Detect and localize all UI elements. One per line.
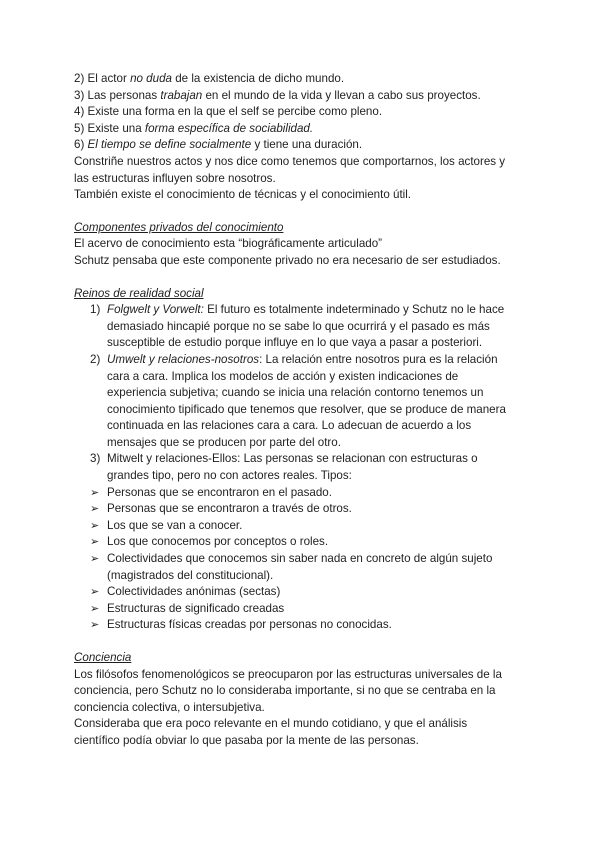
- item-line: conocimiento tipificado que tenemos que resolver, que se produce de manera: [107, 402, 506, 416]
- paragraph-line: Schutz pensaba que este componente privado no era necesario de ser estudiados.: [74, 253, 501, 267]
- intro-item-2: [74, 71, 534, 88]
- emphasis: Folgwelt y Vorwelt:: [107, 303, 204, 317]
- paragraph-line: Constriñe nuestros actos y nos dice como tenemos que comportarnos, los actores y: [74, 154, 506, 168]
- paragraph-line: Los filósofos fenomenológicos se preocuparon por las estructuras universales de la: [74, 667, 502, 681]
- bullet-text: (magistrados del constitucional).: [107, 568, 274, 582]
- emphasis: no duda: [130, 72, 172, 85]
- item-line: demasiado hincapié porque no se sabe lo que ocurrirá y el pasado es más: [107, 319, 490, 333]
- text-run: de la existencia de dicho mundo.: [171, 72, 345, 85]
- emphasis: El tiempo se define socialmente: [87, 138, 252, 152]
- paragraph-line: El acervo de conocimiento esta “biográficamente articulado”: [74, 237, 383, 251]
- section-heading-privados: Componentes privados del conocimiento: [74, 220, 284, 234]
- emphasis: trabajan: [160, 88, 203, 102]
- bullet-item: [74, 617, 534, 634]
- bullet-text: Los que conocemos por conceptos o roles.: [107, 535, 329, 549]
- text-run: en el mundo de la vida y llevan a cabo sus proyectos.: [202, 88, 481, 102]
- arrow-bullet-icon: ➢: [90, 536, 100, 549]
- item-line: susceptible de estudio porque influye en lo que vaya a pasar a posteriori.: [107, 336, 483, 350]
- item-number: 3): [90, 452, 101, 466]
- bullet-text: Colectividades anónimas (sectas): [107, 585, 281, 599]
- paragraph-line: Consideraba que era poco relevante en el mundo cotidiano, y que el análisis: [74, 717, 468, 731]
- text-run: : La relación entre nosotros pura es la relación: [259, 352, 498, 366]
- emphasis: forma específica de sociabilidad.: [144, 121, 314, 135]
- item-line: Mitwelt y relaciones-Ellos: Las personas se relacionan con estructuras o: [107, 452, 478, 466]
- item-line: mensajes que se producen por parte del otro.: [107, 435, 341, 449]
- paragraph-line: las estructuras influyen sobre nosotros.: [74, 171, 276, 185]
- item-line: [107, 352, 534, 369]
- arrow-bullet-icon: ➢: [90, 586, 100, 599]
- arrow-bullet-icon: ➢: [90, 553, 100, 566]
- item-line: [107, 302, 534, 319]
- text-run: 6): [74, 138, 88, 152]
- text-run: 2) El actor: [74, 72, 131, 85]
- item-line: cara a cara. Implica los modelos de acción y existen indicaciones de: [107, 369, 459, 383]
- intro-item-4: 4) Existe una forma en la que el self se percibe como pleno.: [74, 105, 383, 119]
- spacer: [74, 270, 534, 286]
- item-line: experiencia subjetiva; cuando se inicia una relación contorno tenemos un: [107, 386, 484, 400]
- bullet-text: Estructuras de significado creadas: [107, 601, 285, 615]
- item-line: grandes tipo, pero no con actores reales. Tipos:: [107, 469, 352, 483]
- bullet-text: Personas que se encontraron en el pasado.: [107, 485, 332, 499]
- bullet-text: Colectividades que conocemos sin saber nada en concreto de algún sujeto: [107, 552, 493, 566]
- section-heading-reinos: Reinos de realidad social: [74, 286, 204, 300]
- paragraph-line: conciencia colectiva, o intersubjetiva.: [74, 700, 265, 714]
- text-run: El futuro es totalmente indeterminado y Schutz no le hace: [203, 303, 505, 317]
- item-line: continuada en las relaciones cara a cara. Lo adecuan de acuerdo a los: [107, 419, 472, 433]
- paragraph-line: También existe el conocimiento de técnicas y el conocimiento útil.: [74, 188, 412, 202]
- intro-item-3: [74, 88, 534, 105]
- arrow-bullet-icon: ➢: [90, 619, 100, 632]
- bullet-item: [74, 584, 534, 601]
- bullet-item: [74, 501, 534, 518]
- bullet-text: Estructuras físicas creadas por personas no conocidas.: [107, 618, 392, 632]
- intro-item-5: [74, 121, 534, 138]
- bullet-text: Personas que se encontraron a través de otros.: [107, 502, 352, 516]
- text-run: 5) Existe una: [74, 121, 145, 135]
- bullet-item: [74, 485, 534, 502]
- spacer: [74, 204, 534, 220]
- numbered-item-2: [74, 352, 534, 452]
- arrow-bullet-icon: ➢: [90, 602, 100, 615]
- item-number: 1): [90, 303, 101, 317]
- bullet-text: Los que se van a conocer.: [107, 518, 243, 532]
- arrow-bullet-icon: ➢: [90, 519, 100, 532]
- spacer: [74, 634, 534, 650]
- paragraph-line: científico podía obviar lo que pasaba por la mente de las personas.: [74, 733, 419, 747]
- bullet-item: [74, 601, 534, 618]
- numbered-item-3: [74, 451, 534, 484]
- arrow-bullet-icon: ➢: [90, 503, 100, 516]
- text-run: 3) Las personas: [74, 88, 161, 102]
- item-number: 2): [90, 352, 101, 366]
- bullet-item: [74, 551, 534, 584]
- numbered-item-1: [74, 302, 534, 352]
- bullet-item: [74, 534, 534, 551]
- section-heading-conciencia: Conciencia: [74, 651, 132, 664]
- arrow-bullet-icon: ➢: [90, 486, 100, 499]
- document-content: [74, 71, 534, 750]
- bullet-item: [74, 518, 534, 535]
- text-run: y tiene una duración.: [251, 138, 363, 152]
- emphasis: Umwelt y relaciones-nosotros: [107, 352, 260, 366]
- paragraph-line: conciencia, pero Schutz no lo consideraba importante, si no que se centraba en la: [74, 684, 496, 698]
- intro-item-6: [74, 137, 534, 154]
